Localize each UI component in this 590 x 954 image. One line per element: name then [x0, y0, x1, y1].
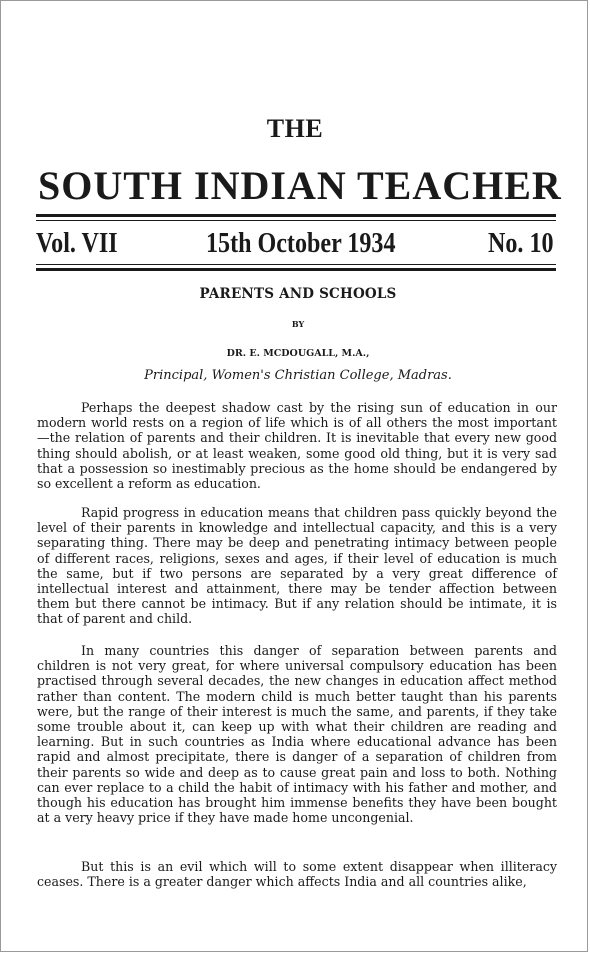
author-affiliation: Principal, Women's Christian College, Madras. — [144, 368, 452, 383]
journal-title: SOUTH INDIAN TEACHER — [38, 163, 562, 208]
author-name: DR. E. MCDOUGALL, M.A., — [226, 348, 370, 359]
masthead-rule-bottom-thick — [36, 268, 556, 271]
masthead-rule-top-thick — [36, 214, 556, 217]
paragraph: But this is an evil which will to some extent disappear when illiteracy ceases. There is a greater danger which affects India and all countries alike, — [37, 859, 557, 890]
byline-by: BY — [291, 319, 305, 329]
journal-the: THE — [266, 114, 324, 143]
volume-number: Vol. VII — [36, 228, 118, 259]
masthead-rule-top-thin — [36, 220, 556, 221]
paragraph: In many countries this danger of separation between parents and children is not very great, for where universal compulsory education has been practised through several decades, the new changes in education affect method rather than content. The modern child is much better taught than his parents were, but the range of their interest is much the same, and parents, if they take some trouble about it, can keep up with what their children are reading and learning. But in such countries as India where educational advance has been rapid and almost precipitate, there is danger of a separation of children from their parents so wide and deep as to cause great pain and loss to both. Nothing can ever replace to a child the habit of intimacy with his father and mother, and though his education has brought him immense benefits they have been bought at a very heavy price if they have made home uncongenial. — [37, 643, 557, 826]
article-title: PARENTS AND SCHOOLS — [199, 286, 397, 302]
issue-date: 15th October 1934 — [206, 228, 396, 259]
masthead-rule-bottom-thin — [36, 264, 556, 265]
paragraph: Perhaps the deepest shadow cast by the rising sun of education in our modern world rests on a region of life which is of all others the most important —the relation of parents and their children. It is inevitable that every new good thing should abolish, or at least weaken, some good old thing, but it is very sad that a possession so inestimably precious as the home should be endangered by so excellent a reform as education. — [37, 400, 557, 492]
issue-number: No. 10 — [488, 228, 554, 259]
paragraph: Rapid progress in education means that children pass quickly beyond the level of their parents in knowledge and intellectual capacity, and this is a very separating thing. There may be deep and penetrating intimacy between people of different races, religions, sexes and ages, if their level of education is much the same, but if two persons are separated by a very great difference of intellectual interest and attainment, there may be tender affection between them but there cannot be intimacy. But if any relation should be intimate, it is that of parent and child. — [37, 505, 557, 627]
